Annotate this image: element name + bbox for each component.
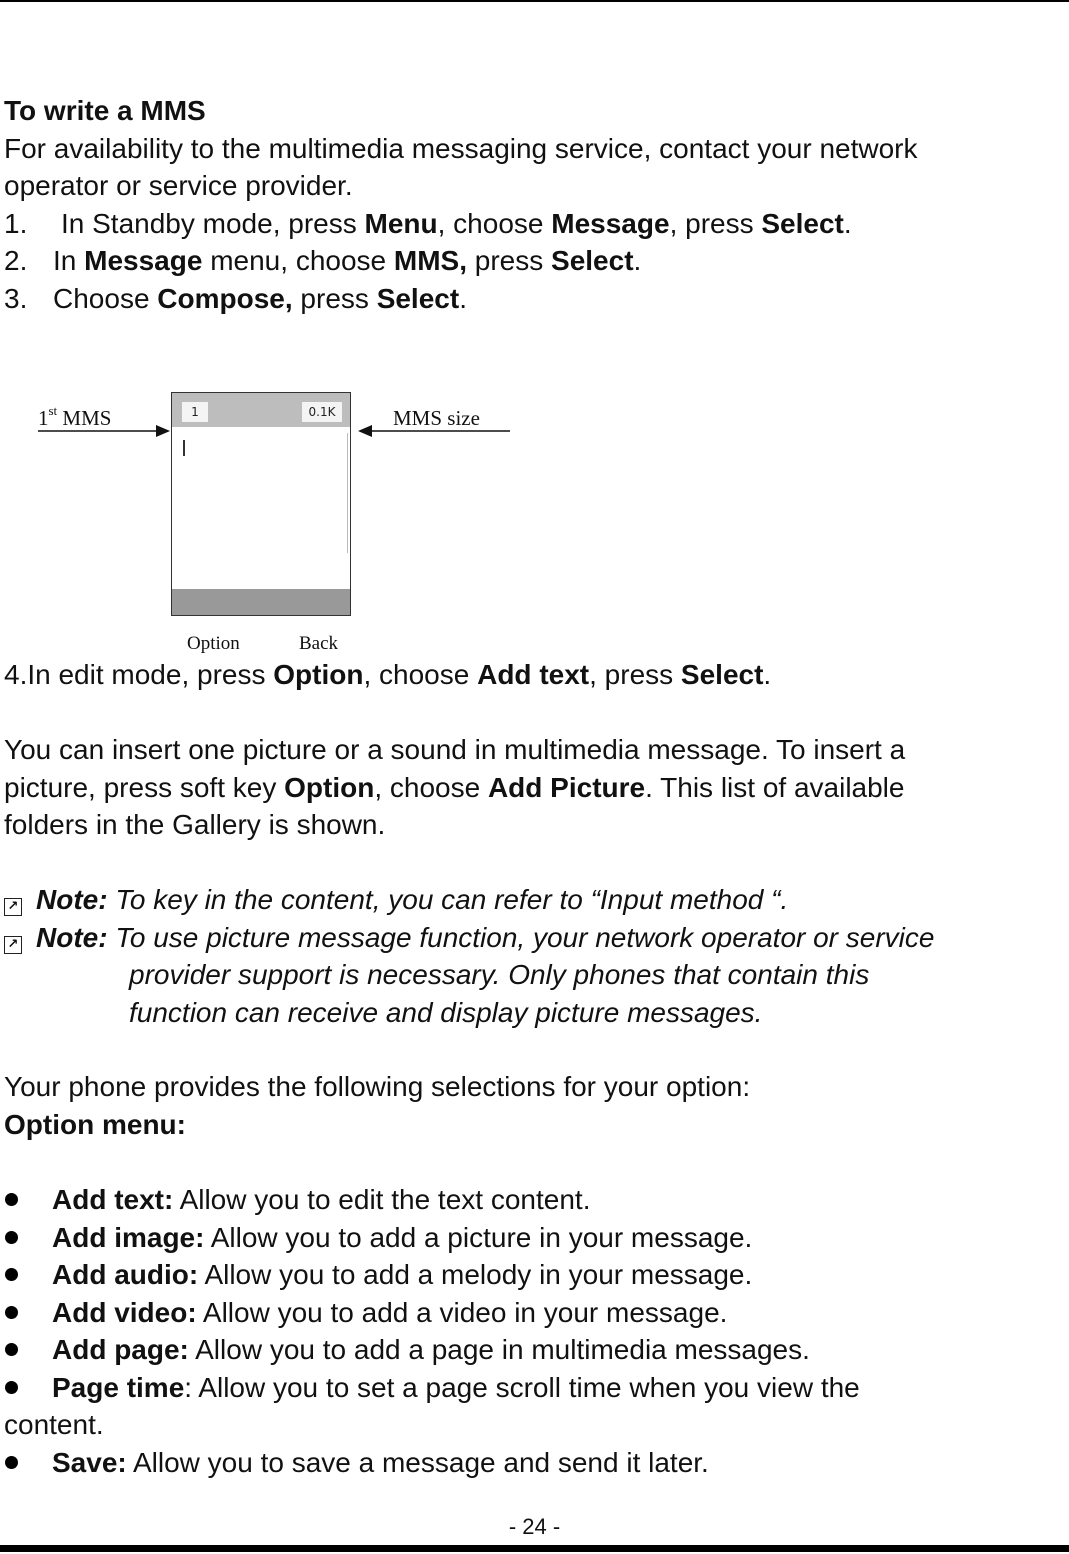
step-4: 4.In edit mode, press Option, choose Add text, press Select. (4, 659, 772, 690)
note-1: ↗ Note: To key in the content, you can refer to “Input method “. (4, 881, 1061, 919)
bullet-icon (5, 1381, 18, 1394)
mms-compose-figure (0, 386, 540, 661)
list-item-continuation: content. (4, 1409, 104, 1440)
list-item: Add page: Allow you to add a page in multimedia messages. (4, 1331, 1061, 1369)
softkey-back-label: Back (299, 633, 339, 654)
notes-section (4, 881, 1061, 1031)
option-list (4, 1181, 1061, 1481)
insert-paragraph-line: picture, press soft key Option, choose Add Picture. This list of available (4, 771, 905, 803)
text-cursor (183, 440, 185, 456)
note-2-continuation: function can receive and display picture messages. (129, 996, 763, 1028)
option-menu-heading: Option menu: (4, 1108, 186, 1140)
bottom-rule (0, 1545, 1069, 1552)
selections-intro: Your phone provides the following selections for your option: (4, 1071, 751, 1102)
step-3: 3. Choose Compose, press Select. (4, 282, 467, 314)
intro-section (4, 92, 1061, 317)
bullet-icon (5, 1193, 18, 1206)
list-item: Add audio: Allow you to add a melody in your message. (4, 1256, 1061, 1294)
note-icon: ↗ (4, 936, 22, 954)
list-item: Add video: Allow you to add a video in your message. (4, 1294, 1061, 1332)
intro-line: For availability to the multimedia messaging service, contact your network (4, 132, 918, 164)
top-rule (0, 0, 1069, 2)
note-2: ↗ Note: To use picture message function, your network operator or service (4, 919, 1061, 957)
first-mms-label: 1st MMS (38, 403, 112, 430)
phone-screen (171, 392, 351, 616)
mms-size-indicator: 0.1K (302, 402, 342, 422)
list-item: Add image: Allow you to add a picture in your message. (4, 1219, 1061, 1257)
bullet-icon (5, 1456, 18, 1469)
options-intro (4, 1068, 1061, 1143)
note-icon: ↗ (4, 898, 22, 916)
phone-title-bar (172, 393, 350, 427)
page-number: - 24 - (508, 1514, 561, 1539)
note-2-continuation: provider support is necessary. Only phones that contain this (129, 959, 870, 990)
mms-count-indicator: 1 (182, 402, 208, 422)
mms-size-label: MMS size (393, 406, 480, 430)
scroll-edge (347, 433, 348, 553)
softkey-option-label: Option (187, 633, 240, 654)
list-item: Save: Allow you to save a message and send it later. (4, 1444, 1061, 1482)
intro-line: operator or service provider. (4, 170, 353, 201)
bullet-icon (5, 1231, 18, 1244)
section-heading: To write a MMS (4, 95, 206, 126)
step-1: 1. In Standby mode, press Menu, choose Message, press Select. (4, 207, 852, 239)
softkey-bar (172, 589, 350, 615)
list-item: Add text: Allow you to edit the text content. (4, 1181, 1061, 1219)
step-2: 2. In Message menu, choose MMS, press Select. (4, 245, 642, 276)
insert-paragraph-line: You can insert one picture or a sound in multimedia message. To insert a (4, 734, 906, 765)
edit-section (4, 656, 1061, 844)
bullet-icon (5, 1343, 18, 1356)
bullet-icon (5, 1306, 18, 1319)
list-item: Page time: Allow you to set a page scroll time when you view the (4, 1369, 1061, 1407)
insert-paragraph-line: folders in the Gallery is shown. (4, 809, 386, 840)
bullet-icon (5, 1268, 18, 1281)
